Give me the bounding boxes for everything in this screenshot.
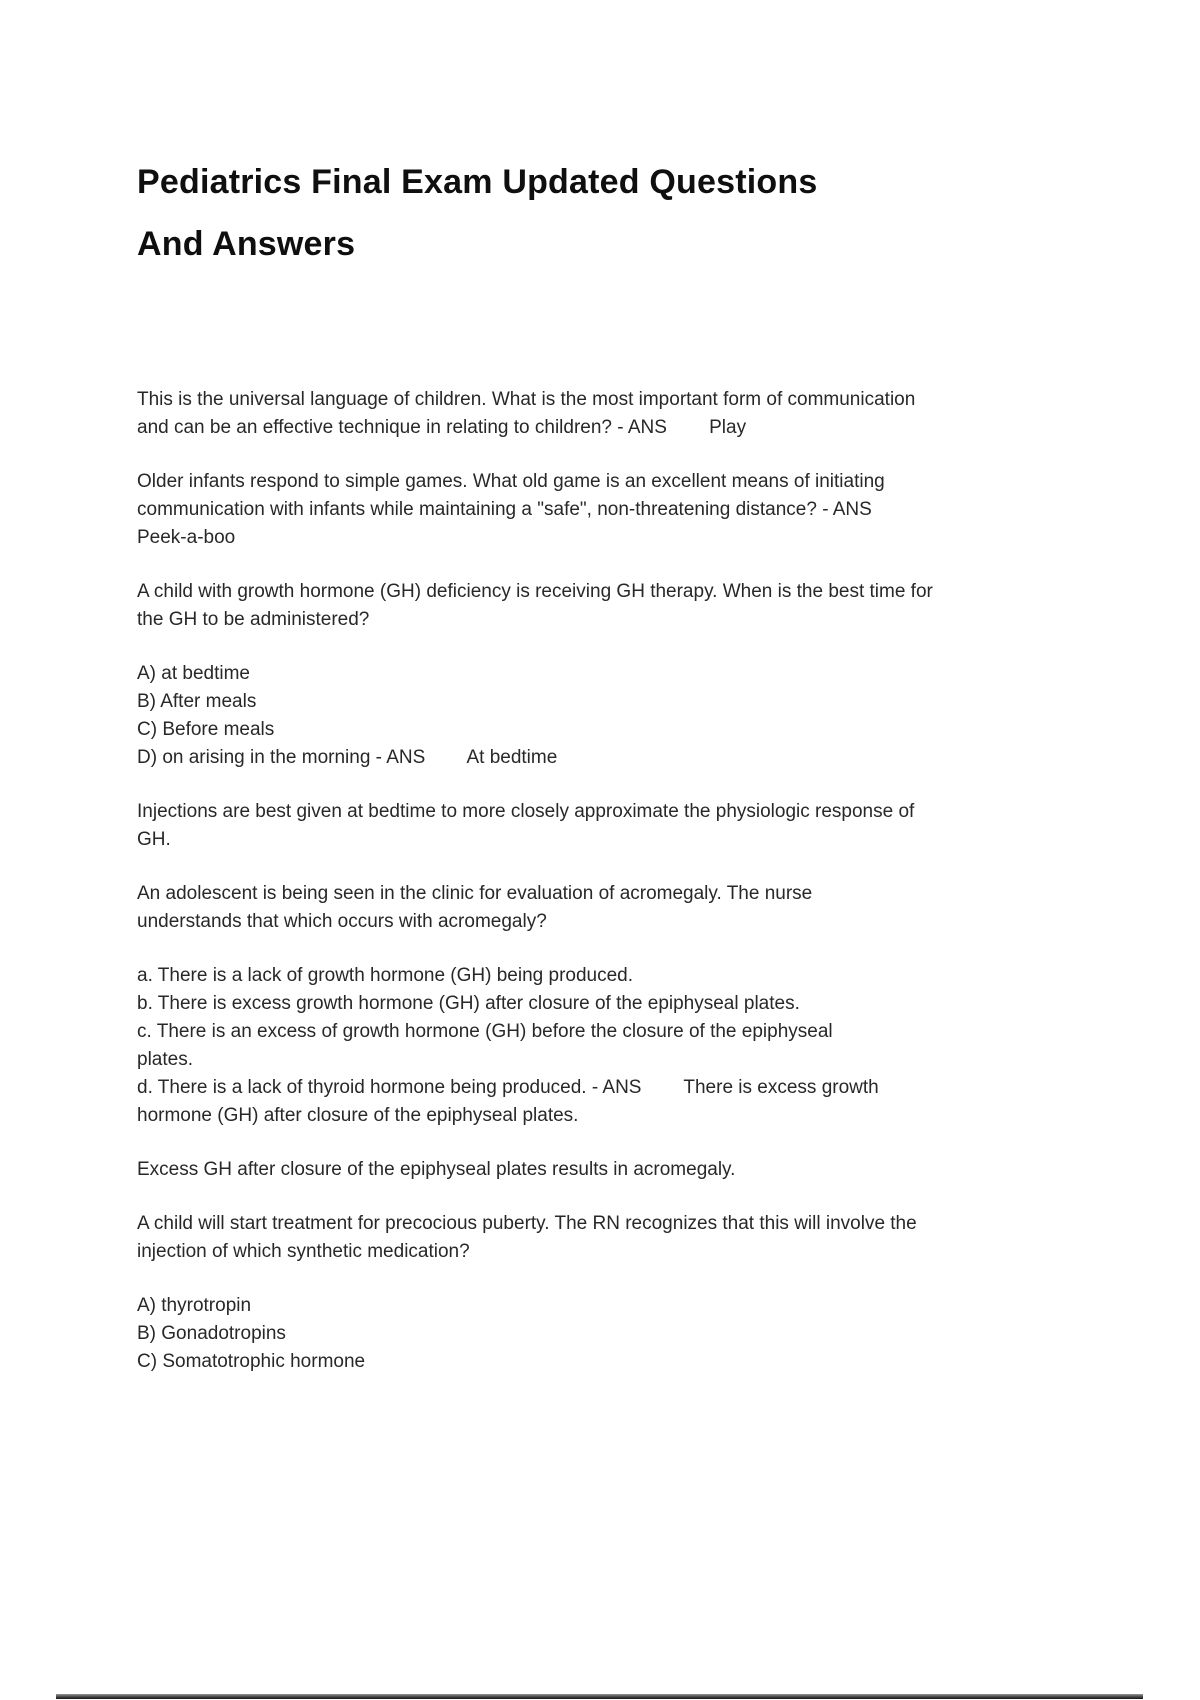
qa-paragraph [137,386,1147,442]
text-line: Excess GH after closure of the epiphyseal plates results in acromegaly. [137,1159,736,1180]
option-line: A) at bedtime [137,663,250,684]
answer-options [137,962,1147,1130]
text-line: Peek-a-boo [137,527,236,548]
option-line: d. There is a lack of thyroid hormone being produced. - ANS There is excess growth [137,1077,879,1098]
option-line: hormone (GH) after closure of the epiphyseal plates. [137,1105,579,1126]
option-line: plates. [137,1049,193,1070]
footer-divider-rule [56,1694,1143,1699]
option-line: D) on arising in the morning - ANS At bedtime [137,747,558,768]
option-line: c. There is an excess of growth hormone (GH) before the closure of the epiphyseal [137,1021,833,1042]
text-line: and can be an effective technique in relating to children? - ANS Play [137,417,747,438]
text-line: A child will start treatment for precocious puberty. The RN recognizes that this will involve the [137,1213,917,1234]
answer-options [137,660,1147,772]
option-line: B) Gonadotropins [137,1323,286,1344]
text-line: An adolescent is being seen in the clinic for evaluation of acromegaly. The nurse [137,883,813,904]
text-line: understands that which occurs with acromegaly? [137,911,547,932]
page-title [137,151,1117,275]
qa-paragraph [137,880,1147,936]
option-line: C) Before meals [137,719,275,740]
qa-paragraph [137,798,1147,854]
text-line: injection of which synthetic medication? [137,1241,470,1262]
text-line: Older infants respond to simple games. What old game is an excellent means of initiating [137,471,885,492]
option-line: a. There is a lack of growth hormone (GH) being produced. [137,965,634,986]
document-body [137,386,1147,1402]
option-line: B) After meals [137,691,257,712]
qa-paragraph [137,1156,1147,1184]
option-line: C) Somatotrophic hormone [137,1351,366,1372]
text-line: A child with growth hormone (GH) deficiency is receiving GH therapy. When is the best time for [137,581,933,602]
option-line: b. There is excess growth hormone (GH) after closure of the epiphyseal plates. [137,993,800,1014]
text-line: This is the universal language of children. What is the most important form of communication [137,389,916,410]
page-title-line-1: Pediatrics Final Exam Updated Questions [137,162,818,201]
text-line: Injections are best given at bedtime to more closely approximate the physiologic response of [137,801,915,822]
text-line: GH. [137,829,171,850]
option-line: A) thyrotropin [137,1295,252,1316]
text-line: communication with infants while maintaining a "safe", non-threatening distance? - ANS [137,499,872,520]
answer-options [137,1292,1147,1376]
qa-paragraph [137,1210,1147,1266]
text-line: the GH to be administered? [137,609,370,630]
qa-paragraph [137,468,1147,552]
page-title-line-2: And Answers [137,224,356,263]
qa-paragraph [137,578,1147,634]
